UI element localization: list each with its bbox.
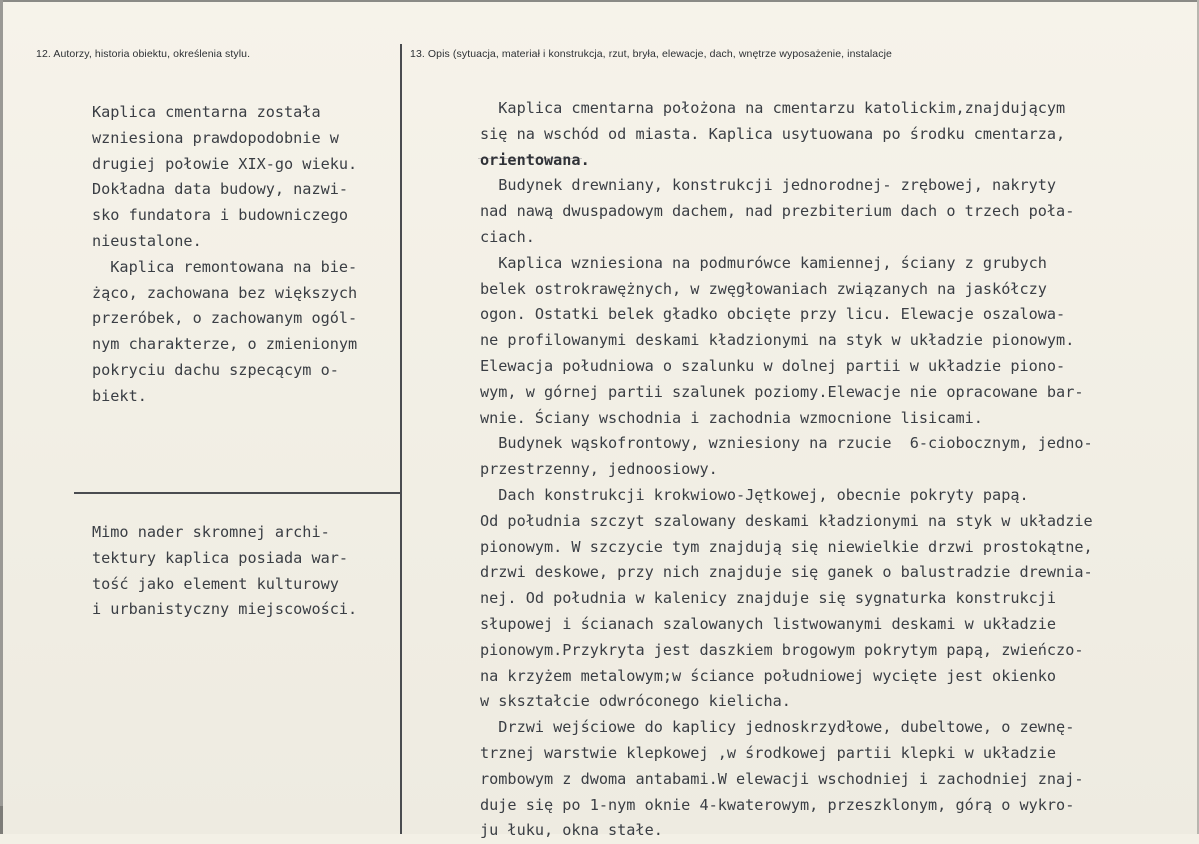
text-line: rombowym z dwoma antabami.W elewacji wschodniej i zachodniej znaj- (480, 769, 1084, 788)
strikeover-mark (478, 158, 582, 159)
text-line: w skształcie odwróconego kielicha. (480, 692, 791, 711)
text-line: na krzyżem metalowym;w ściance południowej wycięte jest okienko (480, 666, 1057, 685)
text-line: duje się po 1-nym oknie 4-kwaterowym, przeszklonym, górą o wykro- (480, 795, 1075, 814)
text-line: Elewacja południowa o szalunku w dolnej partii w układzie piono- (480, 356, 1066, 375)
text-line: ju łuku, okna stałe. (480, 821, 663, 840)
text-line: Drzwi wejściowe do kaplicy jednoskrzydłowe, dubeltowe, o zewnę- (480, 718, 1075, 737)
text-line: belek ostrokrawężnych, w zwęgłowaniach związanych na jaskółczy (480, 279, 1047, 298)
text-line: pionowym.Przykryta jest daszkiem brogowym pokrytym papą, zwieńczo- (480, 640, 1084, 659)
text-line: Budynek wąskofrontowy, wzniesiony na rzucie 6-ciobocznym, jedno- (480, 434, 1093, 453)
text-line: przeróbek, o zachowanym ogól- (92, 309, 358, 328)
text-line: Kaplica remontowana na bie- (92, 257, 358, 276)
page-border-top (0, 0, 1199, 2)
text-line: pokryciu dachu szpecącym o- (92, 360, 339, 379)
text-line: trznej warstwie klepkowej ,w środkowej partii klepki w układzie (480, 743, 1057, 762)
text-line: słupowej i ścianach szalowanych listwowanymi deskami w układzie (480, 614, 1057, 633)
section-13-text (480, 96, 1093, 844)
page-border-left (0, 0, 3, 834)
text-line: pionowym. W szczycie tym znajdują się niewielkie drzwi prostokątne, (480, 537, 1093, 556)
text-line: Dokładna data budowy, nazwi- (92, 180, 349, 199)
text-line: ogon. Ostatki belek gładko obcięte przy licu. Elewacje oszalowa- (480, 305, 1066, 324)
text-line: wym, w górnej partii szalunek poziomy.Elewacje nie opracowane bar- (480, 382, 1084, 401)
text-line: Kaplica cmentarna została (92, 103, 321, 121)
text-line: się na wschód od miasta. Kaplica usytuowana po środku cmentarza, (480, 124, 1066, 143)
text-line: Dach konstrukcji krokwiowo-Jętkowej, obecnie pokryty papą. (480, 485, 1029, 504)
text-line: ne profilowanymi deskami kładzionymi na styk w układzie pionowym. (480, 331, 1075, 350)
text-line: nej. Od południa w kalenicy znajduje się sygnaturka konstrukcji (480, 589, 1057, 608)
text-line: Kaplica cmentarna położona na cmentarzu katolickim,znajdującym (480, 99, 1066, 117)
text-line: drugiej połowie XIX-go wieku. (92, 154, 358, 173)
text-line: Kaplica wzniesiona na podmurówce kamiennej, ściany z grubych (480, 253, 1047, 272)
text-line: sko fundatora i budowniczego (92, 206, 349, 225)
text-line: nad nawą dwuspadowym dachem, nad prezbiterium dach o trzech poła- (480, 202, 1075, 221)
text-line: przestrzenny, jednoosiowy. (480, 460, 718, 479)
text-line: drzwi deskowe, przy nich znajduje się ganek o balustradzie drewnia- (480, 563, 1093, 582)
text-line: biekt. (92, 386, 147, 405)
section-12-header: 12. Autorzy, historia obiektu, określenia stylu. (36, 48, 251, 60)
column-divider (400, 44, 402, 834)
page-corner-mark (0, 806, 3, 834)
text-line: tektury kaplica posiada war- (92, 548, 349, 567)
text-line: ciach. (480, 227, 535, 246)
section-12-text (92, 100, 357, 410)
text-line: Od południa szczyt szalowany deskami kładzionymi na styk w układzie (480, 511, 1093, 530)
section-13-header: 13. Opis (sytuacja, materiał i konstrukcja, rzut, bryła, elewacje, dach, wnętrze wyposażenie, instalacje (410, 48, 892, 60)
text-line: wnie. Ściany wschodnia i zachodnia wzmocnione lisicami. (480, 408, 983, 427)
left-section-divider (74, 492, 400, 494)
text-line: tość jako element kulturowy (92, 574, 339, 593)
text-line: orientowana. (480, 150, 590, 169)
text-line: Mimo nader skromnej archi- (92, 523, 330, 541)
text-line: nieustalone. (92, 231, 202, 250)
text-line: nym charakterze, o zmienionym (92, 335, 358, 354)
section-12-summary-text (92, 520, 357, 623)
text-line: Budynek drewniany, konstrukcji jednorodnej- zrębowej, nakryty (480, 176, 1057, 195)
text-line: wzniesiona prawdopodobnie w (92, 128, 339, 147)
text-line: i urbanistyczny miejscowości. (92, 600, 358, 619)
text-line: żąco, zachowana bez większych (92, 283, 358, 302)
